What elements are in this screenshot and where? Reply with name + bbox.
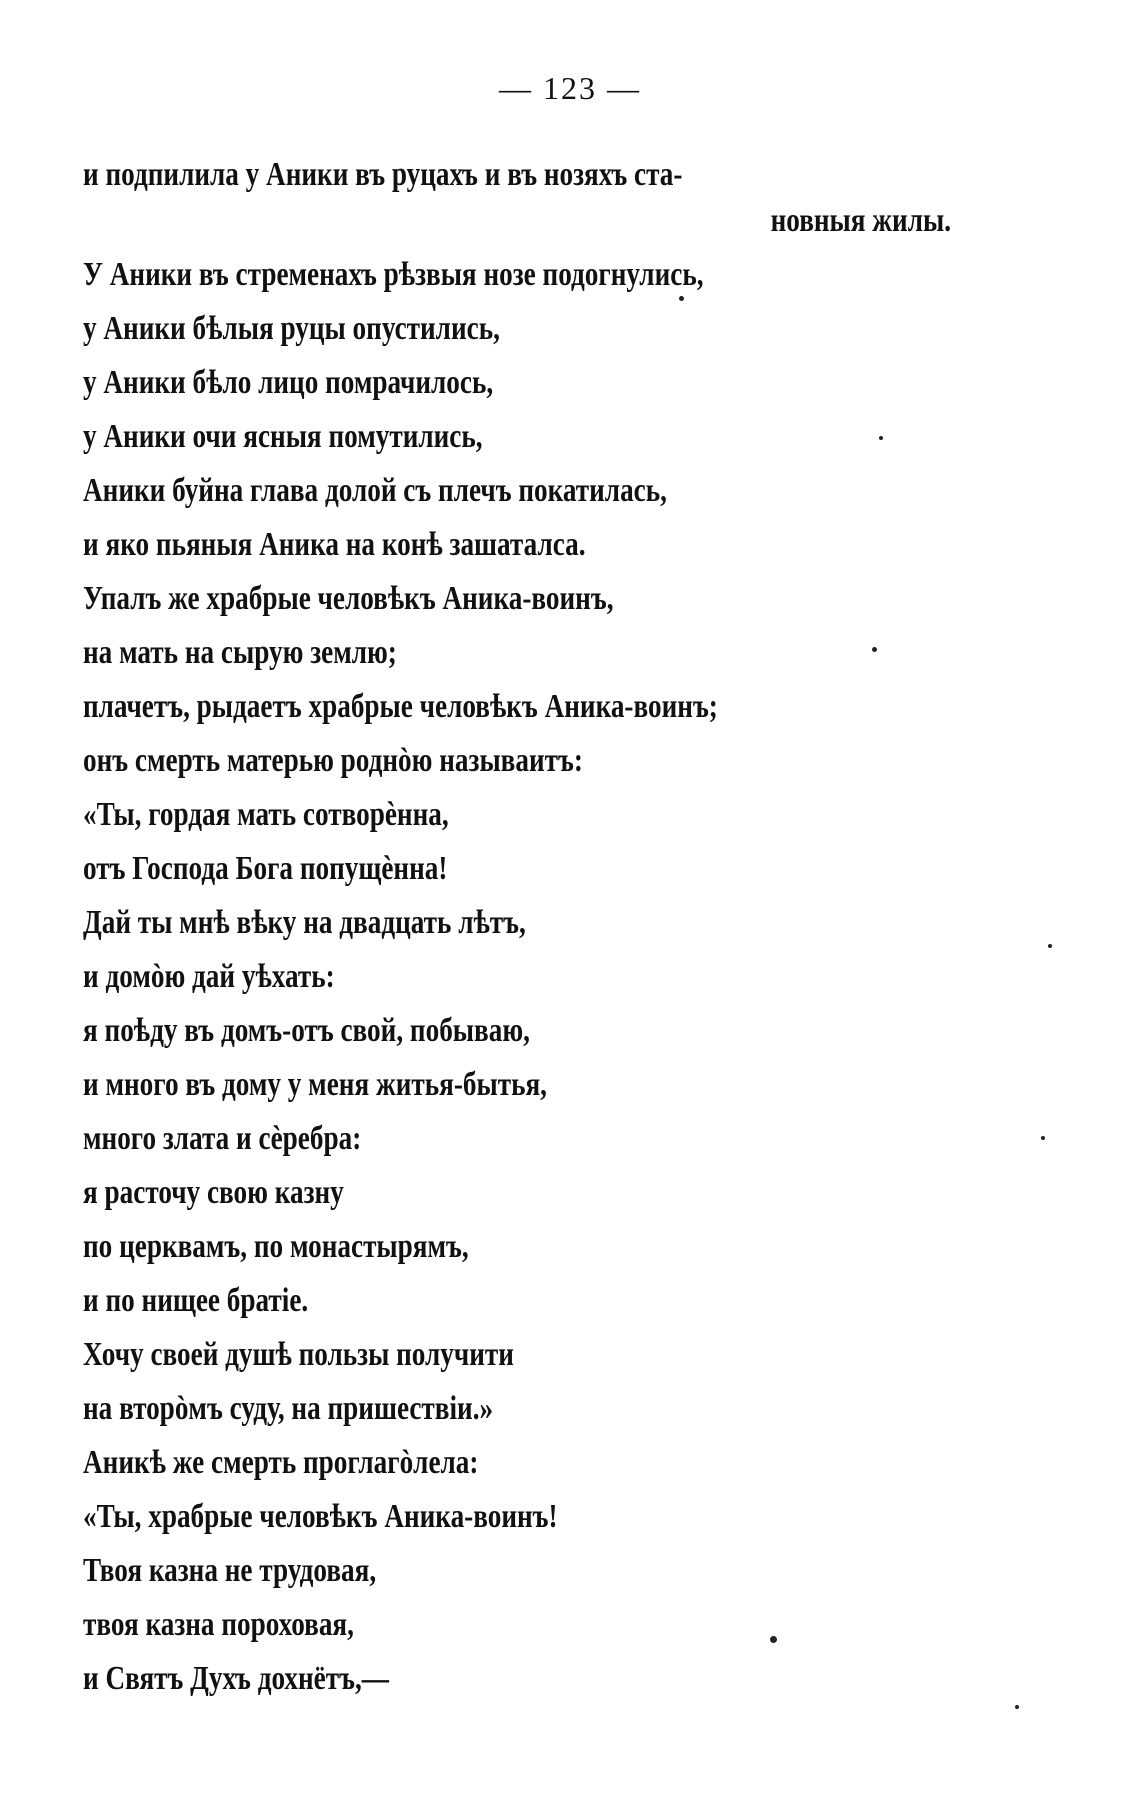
verse-line: отъ Господа Бога попущѐнна! [83, 850, 448, 887]
verse-line: и подпилила у Аники въ руцахъ и въ нозяхъ ста- [83, 156, 683, 193]
verse-line: У Аники въ стременахъ рѣзвыя нозе подогнулись, [83, 256, 704, 293]
scan-speck [1015, 1705, 1019, 1709]
verse-line: «Ты, гордая мать сотворѐнна, [83, 796, 449, 833]
verse-line: Аникѣ же смерть проглагòлела: [83, 1444, 479, 1481]
verse-line: Дай ты мнѣ вѣку на двадцать лѣтъ, [83, 904, 526, 941]
page-number: — 123 — [499, 70, 641, 106]
verse-line: и много въ дому у меня житья-бытья, [83, 1066, 547, 1103]
verse-line: «Ты, храбрые человѣкъ Аника-воинъ! [83, 1498, 558, 1535]
scan-speck [770, 1636, 777, 1643]
verse-line: на мать на сырую землю; [83, 634, 397, 671]
verse-line: много злата и сѐребра: [83, 1120, 362, 1157]
scan-speck [1048, 944, 1052, 948]
verse-line: онъ смерть матерью роднòю называитъ: [83, 742, 583, 779]
verse-line: у Аники бѣло лицо помрачилось, [83, 364, 494, 401]
verse-line: и по нищее братіе. [83, 1282, 309, 1319]
verse-line: у Аники очи ясныя помутились, [83, 418, 483, 455]
scan-speck [879, 436, 883, 440]
scan-speck [679, 296, 684, 301]
scan-speck [1041, 1136, 1045, 1140]
verse-line: плачетъ, рыдаетъ храбрые человѣкъ Аника-воинъ; [83, 688, 718, 725]
verse-line: я расточу свою казну [83, 1174, 344, 1211]
verse-line: у Аники бѣлыя руцы опустились, [83, 310, 500, 347]
verse-text [83, 148, 983, 1706]
verse-line: Твоя казна не трудовая, [83, 1552, 377, 1589]
verse-line: и яко пьяныя Аника на конѣ зашаталса. [83, 526, 586, 563]
verse-line: по церквамъ, по монастырямъ, [83, 1228, 469, 1265]
verse-line: и домòю дай уѣхать: [83, 958, 335, 995]
verse-line: я поѣду въ домъ-отъ свой, побываю, [83, 1012, 530, 1049]
verse-line: Упалъ же храбрые человѣкъ Аника-воинъ, [83, 580, 614, 617]
verse-line: на вторòмъ суду, на пришествіи.» [83, 1390, 494, 1427]
scan-speck [872, 647, 877, 652]
verse-line: и Святъ Духъ дохнётъ,— [83, 1660, 389, 1697]
verse-line-continuation: новныя жилы. [770, 202, 951, 239]
verse-line: Хочу своей душѣ пользы получити [83, 1336, 514, 1373]
verse-line: Аники буйна глава долой съ плечъ покатилась, [83, 472, 667, 509]
verse-line: твоя казна пороховая, [83, 1606, 354, 1643]
